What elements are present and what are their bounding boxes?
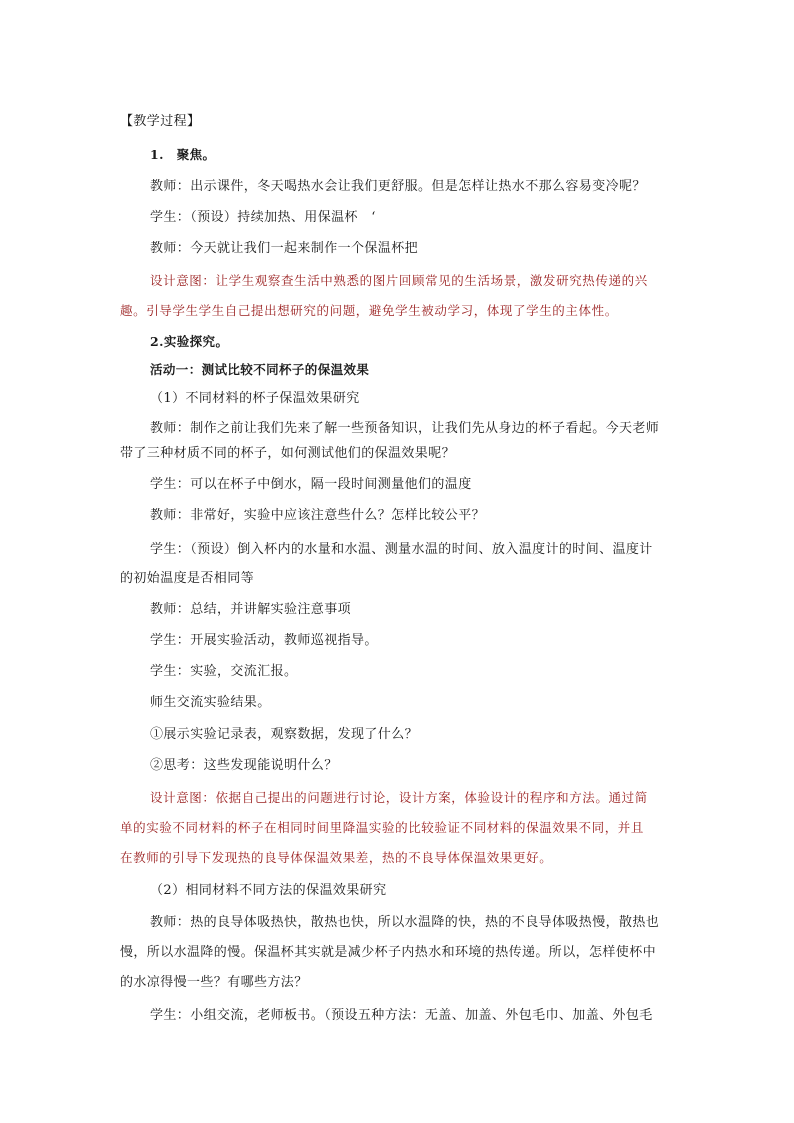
paragraph-student-6: 学生：小组交流，老师板书。（预设五种方法：无盖、加盖、外包毛巾、加盖、外包毛	[150, 1008, 653, 1023]
list-item-2: ②思考：这些发现能说明什么？	[150, 758, 338, 773]
list-item-1: ①展示实验记录表，观察数据，发现了什么？	[150, 727, 419, 742]
sub-section-1-heading: （1）不同材料的杯子保温效果研究	[150, 391, 360, 406]
paragraph-student-5: 学生：实验，交流汇报。	[150, 664, 298, 679]
paragraph-teacher-5: 教师：总结，并讲解实验注意事项	[150, 602, 352, 617]
design-intent-2-line-3: 在教师的引导下发现热的良导体保温效果差，热的不良导体保温效果更好。	[120, 850, 553, 865]
item-1-heading: 1. 聚焦。	[150, 147, 216, 162]
paragraph-student-2: 学生：可以在杯子中倒水，隔一段时间测量他们的温度	[150, 477, 472, 492]
paragraph-teacher-1: 教师：出示课件，冬天喝热水会让我们更舒服。但是怎样让热水不那么容易变冷呢？	[150, 179, 646, 194]
activity-1-title: 活动一：测试比较不同杯子的保温效果	[150, 362, 370, 377]
paragraph-exchange: 师生交流实验结果。	[150, 695, 271, 710]
paragraph-student-3-line-1: 学生：（预设）倒入杯内的水量和水温、测量水温的时间、放入温度计的时间、温度计	[150, 542, 653, 557]
paragraph-student-3-line-2: 的初始温度是否相同等	[120, 571, 255, 586]
design-intent-1-line-2: 趣。引导学生学生自己提出想研究的问题，避免学生被动学习，体现了学生的主体性。	[120, 303, 618, 318]
paragraph-teacher-6-line-1: 教师：热的良导体吸热快，散热也快，所以水温降的快，热的不良导体吸热慢，散热也	[150, 915, 660, 930]
paragraph-teacher-3-line-1: 教师：制作之前让我们先来了解一些预备知识，让我们先从身边的杯子看起。今天老师	[150, 421, 660, 436]
paragraph-teacher-4: 教师：非常好，实验中应该注意些什么？怎样比较公平？	[150, 508, 486, 523]
sub-section-2-heading: （2）相同材料不同方法的保温效果研究	[150, 883, 387, 898]
design-intent-1-line-1: 设计意图：让学生观察查生活中熟悉的图片回顾常见的生活场景，激发研究热传递的兴	[150, 273, 648, 288]
paragraph-teacher-6-line-2: 慢，所以水温降的慢。保温杯其实就是减少杯子内热水和环境的热传递。所以，怎样使杯中	[120, 945, 657, 960]
design-intent-2-line-1: 设计意图：依据自己提出的问题进行讨论，设计方案，体验设计的程序和方法。通过简	[150, 790, 648, 805]
paragraph-teacher-2: 教师：今天就让我们一起来制作一个保温杯把	[150, 241, 419, 256]
section-heading: 【教学过程】	[120, 114, 201, 129]
paragraph-teacher-6-line-3: 的水凉得慢一些？有哪些方法？	[120, 975, 308, 990]
paragraph-teacher-3-line-2: 带了三种材质不同的杯子，如何测试他们的保温效果呢？	[120, 446, 456, 461]
design-intent-2-line-2: 单的实验不同材料的杯子在相同时间里降温实验的比较验证不同材料的保温效果不同，并且	[120, 820, 645, 835]
paragraph-student-1: 学生：（预设）持续加热、用保温杯 ‘	[150, 210, 376, 225]
paragraph-student-4: 学生：开展实验活动，教师巡视指导。	[150, 633, 378, 648]
item-2-heading: 2.实验探究。	[150, 334, 229, 349]
